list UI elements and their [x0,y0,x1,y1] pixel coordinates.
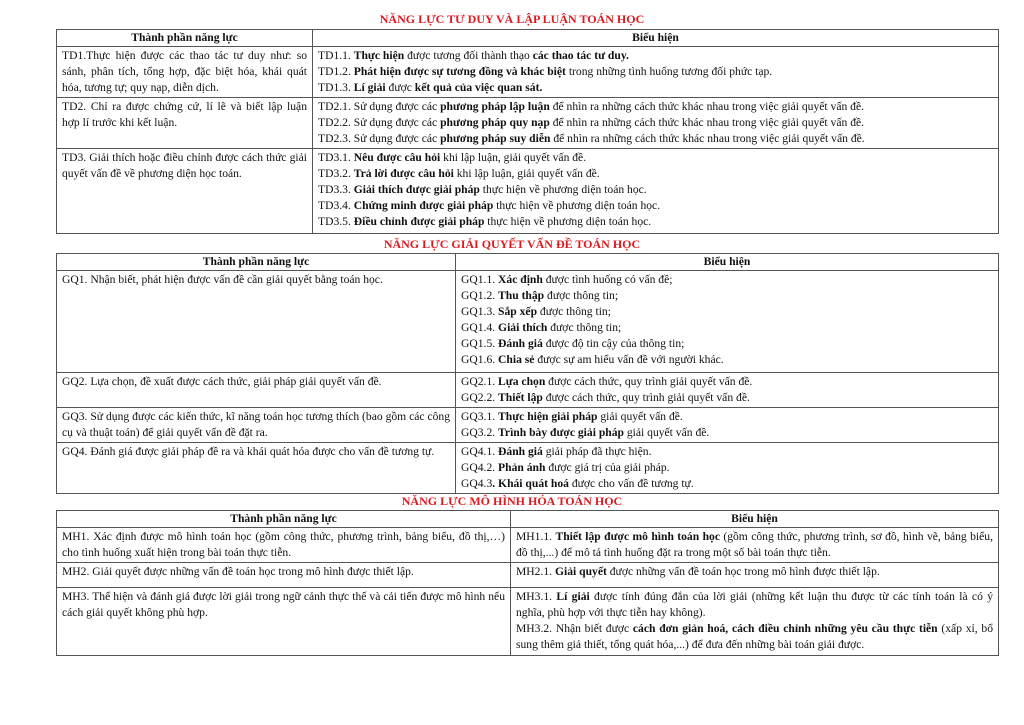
expression-cell [511,563,999,588]
expression-cell [313,149,999,234]
problem-solving-table [56,253,999,494]
expression-cell [456,443,999,494]
expression-cell [456,271,999,373]
indicator-item: MH1.1. Thiết lập được mô hình toán học (gồm công thức, phương trình, sơ đồ, hình vẽ, bảng biểu, đồ thị,...) để mô tả tình huống đặt ra trong một số bài toán thực tiễn. [516,530,993,559]
table-row [57,408,999,443]
table-row [57,528,999,563]
indicator-item: MH2.1. Giải quyết được những vấn đề toán học trong mô hình được thiết lập. [516,565,880,578]
component-cell: GQ1. Nhận biết, phát hiện được vấn đề cần giải quyết bằng toán học. [57,271,456,373]
indicator-item: TD2.3. Sử dụng được các phương pháp suy diễn để nhìn ra những cách thức khác nhau trong việc giải quyết vấn đề. [318,132,865,145]
component-cell: GQ2. Lựa chọn, đề xuất được cách thức, giải pháp giải quyết vấn đề. [57,373,456,408]
column-header-expression: Biểu hiện [511,511,999,528]
indicator-item: GQ1.1. Xác định được tình huống có vấn đề; [461,273,673,286]
table-header-row [57,30,999,47]
indicator-item: GQ4.2. Phản ánh được giá trị của giải pháp. [461,461,670,474]
table-row [57,563,999,588]
component-cell: MH3. Thể hiện và đánh giá được lời giải trong ngữ cảnh thực thế và cải tiến được mô hình nếu cách giải quyết không phù hợp. [57,588,511,656]
indicator-item: GQ1.6. Chia sẻ được sự am hiểu vấn đề với người khác. [461,353,724,366]
indicator-item: GQ1.5. Đánh giá được độ tin cậy của thông tin; [461,337,685,350]
expression-cell [313,47,999,98]
column-header-expression: Biểu hiện [313,30,999,47]
indicator-item: TD2.1. Sử dụng được các phương pháp lập luận để nhìn ra những cách thức khác nhau trong việc giải quyết vấn đề. [318,100,865,113]
table-row [57,373,999,408]
indicator-item: TD3.4. Chứng minh được giải pháp thực hiện về phương diện toán học. [318,199,661,212]
table-row [57,47,999,98]
component-cell: GQ3. Sử dụng được các kiến thức, kĩ năng toán học tương thích (bao gồm các công cụ và thuật toán) để giải quyết vấn đề đặt ra. [57,408,456,443]
table-header-row [57,511,999,528]
indicator-item: TD3.5. Điều chỉnh được giải pháp thực hiện về phương diện toán học. [318,215,652,228]
indicator-item: GQ2.2. Thiết lập được cách thức, quy trình giải quyết vấn đề. [461,391,750,404]
indicator-item: GQ3.1. Thực hiện giải pháp giải quyết vấn đề. [461,410,683,423]
expression-cell [511,588,999,656]
indicator-item: GQ1.2. Thu thập được thông tin; [461,289,619,302]
column-header-component: Thành phần năng lực [57,254,456,271]
column-header-component: Thành phần năng lực [57,30,313,47]
section-title-modeling: NĂNG LỰC MÔ HÌNH HÓA TOÁN HỌC [401,494,623,508]
section-title-reasoning: NĂNG LỰC TƯ DUY VÀ LẬP LUẬN TOÁN HỌC [379,12,645,26]
indicator-item: TD3.3. Giải thích được giải pháp thực hiện về phương diện toán học. [318,183,647,196]
table-row [57,149,999,234]
indicator-item: GQ4.1. Đánh giá giải pháp đã thực hiện. [461,445,652,458]
expression-cell [456,408,999,443]
indicator-item: TD1.3. Lí giải được kết quả của việc quan sát. [318,81,543,94]
expression-cell [456,373,999,408]
component-cell: MH2. Giải quyết được những vấn đề toán học trong mô hình được thiết lập. [57,563,511,588]
table-row [57,588,999,656]
component-cell: GQ4. Đánh giá được giải pháp đề ra và khái quát hóa được cho vấn đề tương tự. [57,443,456,494]
indicator-item: GQ1.3. Sắp xếp được thông tin; [461,305,611,318]
indicator-item: GQ1.4. Giải thích được thông tin; [461,321,622,334]
component-cell: TD2. Chỉ ra được chứng cứ, lí lẽ và biết lập luận hợp lí trước khi kết luận. [57,98,313,149]
reasoning-table [56,29,999,234]
table-row [57,443,999,494]
expression-cell [511,528,999,563]
modeling-table [56,510,999,656]
indicator-item: TD2.2. Sử dụng được các phương pháp quy nạp để nhìn ra những cách thức khác nhau trong việc giải quyết vấn đề. [318,116,865,129]
table-row [57,98,999,149]
indicator-item: GQ2.1. Lựa chọn được cách thức, quy trình giải quyết vấn đề. [461,375,753,388]
indicator-item: TD1.2. Phát hiện được sự tương đồng và khác biệt trong những tình huống tương đối phức tạp. [318,65,773,78]
indicator-item: TD3.1. Nêu được câu hỏi khi lập luận, giải quyết vấn đề. [318,151,587,164]
table-row [57,271,999,373]
indicator-item: GQ4.3. Khái quát hoá được cho vấn đề tương tự. [461,477,694,490]
indicator-item: GQ3.2. Trình bày được giải pháp giải quyết vấn đề. [461,426,710,439]
table-header-row [57,254,999,271]
component-cell: TD1.Thực hiện được các thao tác tư duy như: so sánh, phân tích, tổng hợp, đặc biệt hóa, khái quát hóa, tương tự; quy nạp, diễn dịch. [57,47,313,98]
expression-cell [313,98,999,149]
indicator-item: TD1.1. Thực hiện được tương đối thành thạo các thao tác tư duy. [318,49,629,62]
column-header-component: Thành phần năng lực [57,511,511,528]
section-title-problem-solving: NĂNG LỰC GIẢI QUYẾT VẤN ĐỀ TOÁN HỌC [383,237,641,251]
indicator-item: MH3.2. Nhận biết được cách đơn giản hoá, cách điều chỉnh những yêu cầu thực tiễn (xấp xỉ, bổ sung thêm giả thiết, tổng quát hóa,...) để đưa đến những bài toán giải được. [516,622,993,651]
indicator-item: MH3.1. Lí giải được tính đúng đắn của lời giải (những kết luận thu được từ các tính toán là có ý nghĩa, phù hợp với thực tiễn hay không). [516,590,993,619]
component-cell: TD3. Giải thích hoặc điều chỉnh được cách thức giải quyết vấn đề về phương diện học toán. [57,149,313,234]
column-header-expression: Biểu hiện [456,254,999,271]
indicator-item: TD3.2. Trả lời được câu hỏi khi lập luận, giải quyết vấn đề. [318,167,600,180]
component-cell: MH1. Xác định được mô hình toán học (gồm công thức, phương trình, bảng biểu, đồ thị,…) cho tình huống xuất hiện trong bài toán thực tiễn. [57,528,511,563]
